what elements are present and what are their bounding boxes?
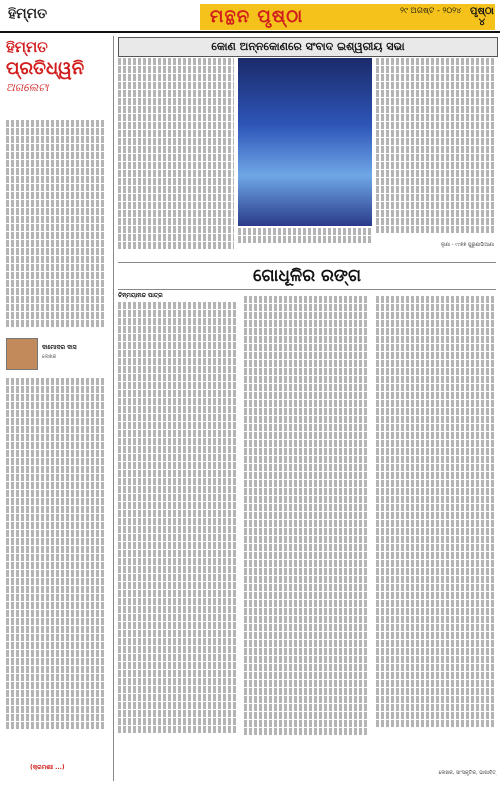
section-title: ମନ୍ଥନ ପୃଷ୍ଠା	[210, 6, 304, 27]
story2-col-2	[244, 296, 368, 736]
left-body-text-1	[6, 120, 106, 328]
left-footer: (କ୍ରମଶଃ ...)	[30, 764, 65, 771]
author-photo	[6, 338, 38, 370]
story2-col-1	[118, 302, 236, 734]
story2-col-3	[376, 296, 494, 728]
page-label: ପୃଷ୍ଠା	[470, 6, 494, 17]
story1-headline: କୋଣ ଅନ୍ନକୋଣରେ ସଂବାଦ ଇଶ୍ୱରୀୟ ସଭା	[211, 40, 405, 53]
masthead	[0, 0, 500, 30]
brand-block	[6, 38, 106, 95]
page-num: ୪	[478, 17, 486, 28]
page-number	[470, 6, 494, 28]
story1-headline-box	[118, 37, 498, 57]
story2-byline: ଚିନ୍ମୟାନନ୍ଦ ପାତ୍ର	[118, 292, 163, 299]
brand-line-1: ହିମ୍ମତ	[6, 38, 48, 56]
author-role: ଲେଖକ	[42, 354, 57, 360]
photo-caption	[238, 228, 372, 246]
brand-line-3: ଅଗଲେଟା	[6, 81, 49, 94]
brand-line-2: ପ୍ରତିଧ୍ୱନି	[6, 58, 85, 79]
story1-col-1	[118, 58, 234, 250]
masthead-rule	[0, 31, 500, 33]
story1-byline: ଲୁଣା - ୯୯୭୭ ପୁରୁଣାଭିଆଣା	[440, 242, 494, 248]
story2-footer: ଲେଖକ, ସାଂସ୍କୃତିକ, ଭାଷାବିତ୍	[438, 770, 496, 776]
left-body-text-2	[6, 378, 106, 730]
left-column	[0, 36, 112, 781]
newspaper-logo: ହିମ୍ମତ	[8, 6, 48, 22]
story2-headline-box	[118, 262, 496, 290]
author-box	[6, 336, 106, 372]
story1-col-3	[376, 58, 494, 234]
author-name: ଦାମୋଦର ଦାସ	[42, 344, 77, 351]
story1-photo	[238, 58, 372, 226]
story2-headline: ଗୋଧୂଳିର ରଙ୍ଗ	[252, 266, 362, 286]
issue-date: ୨୯ ଅଗଷ୍ଟ - ୨୦୨୪	[400, 6, 462, 15]
column-divider	[113, 36, 114, 781]
